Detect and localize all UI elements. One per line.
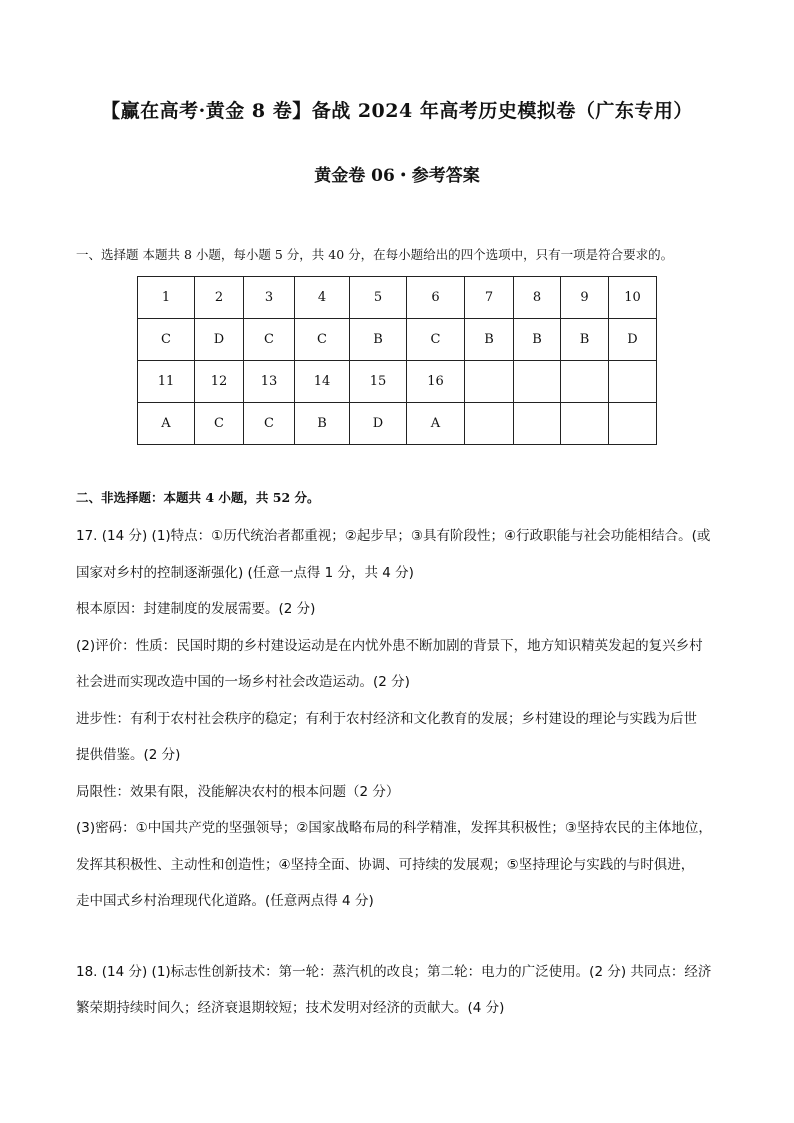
answer-table-cell: 6 [407, 277, 465, 319]
answer-table-cell: 3 [244, 277, 295, 319]
answer-table-cell: 8 [514, 277, 561, 319]
q17-line: 进步性：有利于农村社会秩序的稳定；有利于农村经济和文化教育的发展；乡村建设的理论与实践为后世 [76, 710, 697, 727]
paragraph-gap [76, 920, 736, 954]
answer-table-cell: C [244, 319, 295, 361]
answer-table-cell: 4 [295, 277, 350, 319]
q17-line: 社会进而实现改造中国的一场乡村社会改造运动。(2 分) [76, 674, 410, 690]
answer-table-cell: 16 [407, 361, 465, 403]
section2-heading: 二、非选择题：本题共 4 小题，共 52 分。 [76, 490, 320, 505]
answer-table-cell [465, 361, 514, 403]
answer-table-cell [561, 403, 609, 445]
answer-table-cell: B [561, 319, 609, 361]
answer-table-cell [609, 403, 657, 445]
q17-line: 发挥其积极性、主动性和创造性；④坚持全面、协调、可持续的发展观；⑤坚持理论与实践的与时俱进， [76, 856, 695, 873]
answer-table-cell: 13 [244, 361, 295, 403]
answer-table-cell: B [465, 319, 514, 361]
answer-table-cell: C [295, 319, 350, 361]
page-title: 【赢在高考·黄金 8 卷】备战 2024 年高考历史模拟卷（广东专用） [101, 100, 693, 122]
answer-table-cell: 12 [195, 361, 244, 403]
answer-table-cell: 9 [561, 277, 609, 319]
answer-table-cell [514, 403, 561, 445]
q18-line: 繁荣期持续时间久；经济衰退期较短；技术发明对经济的贡献大。(4 分) [76, 1000, 505, 1016]
q17-line: 局限性：效果有限，没能解决农村的根本问题（2 分） [76, 783, 400, 800]
q17-line: (3)密码：①中国共产党的坚强领导；②国家战略布局的科学精准，发挥其积极性；③坚持农民的主体地位， [76, 820, 712, 836]
answer-table-cell: 11 [138, 361, 195, 403]
answer-table-cell: 14 [295, 361, 350, 403]
q17-line: 17. (14 分) (1)特点：①历代统治者都重视；②起步早；③具有阶段性；④行政职能与社会功能相结合。(或 [76, 528, 711, 544]
answer-table-cell [514, 361, 561, 403]
answer-table-row [138, 361, 657, 403]
answer-table-cell: A [138, 403, 195, 445]
q18-line: 18. (14 分) (1)标志性创新技术：第一轮：蒸汽机的改良；第二轮：电力的广泛使用。(2 分) 共同点：经济 [76, 963, 712, 980]
answer-table-cell: D [350, 403, 407, 445]
answer-table-cell: 2 [195, 277, 244, 319]
answer-table-cell: 7 [465, 277, 514, 319]
answer-table-cell: A [407, 403, 465, 445]
section1-heading: 一、选择题 本题共 8 小题，每小题 5 分，共 40 分，在每小题给出的四个选项中，只有一项是符合要求的。 [76, 247, 674, 262]
answer-table-cell: 10 [609, 277, 657, 319]
q17-line: (2)评价：性质：民国时期的乡村建设运动是在内忧外患不断加剧的背景下，地方知识精英发起的复兴乡村 [76, 637, 703, 654]
answer-table-cell: C [244, 403, 295, 445]
answer-table-cell: C [407, 319, 465, 361]
answer-table-cell [465, 403, 514, 445]
q17-line: 国家对乡村的控制逐渐强化) (任意一点得 1 分，共 4 分) [76, 564, 414, 581]
answer-table-cell: C [138, 319, 195, 361]
answer-table-cell: D [609, 319, 657, 361]
answer-table-cell: 1 [138, 277, 195, 319]
answer-table-cell: 5 [350, 277, 407, 319]
answer-table-cell: 15 [350, 361, 407, 403]
answer-table-row [138, 319, 657, 361]
answer-table-row [138, 277, 657, 319]
answer-body [76, 518, 736, 1027]
answer-table [137, 276, 657, 445]
q17-line: 根本原因：封建制度的发展需要。(2 分) [76, 601, 316, 617]
answer-table-cell: B [350, 319, 407, 361]
answer-table-cell [609, 361, 657, 403]
answer-table-cell: C [195, 403, 244, 445]
answer-table-cell: B [295, 403, 350, 445]
q17-line: 提供借鉴。(2 分) [76, 747, 181, 763]
page-subtitle: 黄金卷 06・参考答案 [314, 166, 480, 186]
q17-line: 走中国式乡村治理现代化道路。(任意两点得 4 分) [76, 893, 374, 909]
answer-table-row [138, 403, 657, 445]
answer-table-cell [561, 361, 609, 403]
answer-table-cell: D [195, 319, 244, 361]
answer-table-cell: B [514, 319, 561, 361]
